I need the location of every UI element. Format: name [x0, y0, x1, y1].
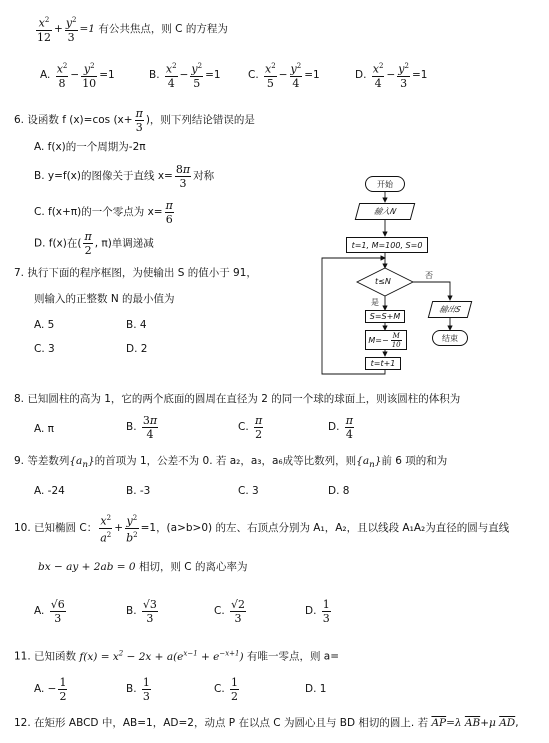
q7-option-a: A. 5	[34, 319, 55, 331]
q7-option-c: C. 3	[34, 343, 55, 355]
fraction: $\frac{y^2}{3}$	[65, 16, 77, 44]
q11-stem: 11. 已知函数 $f(x) = x^2 - 2x + a(e^{x-1} + e^{-x+1})$ 有唯一零点，则 a=	[14, 649, 340, 663]
no-label: 否	[425, 271, 433, 280]
q7-stem-1: 7. 执行下面的程序框图，为使输出 S 的值小于 91，	[14, 267, 257, 279]
q8-option-b: B. $\frac{3\pi}{4}$	[126, 413, 158, 441]
q6-option-d: D. f(x)在( $\frac{\pi}{2}$ , π)单调递减	[34, 230, 154, 257]
condition-label: t≤N	[375, 277, 391, 286]
q12-stem: 12. 在矩形 ABCD 中，AB=1，AD=2，动点 P 在以点 C 为圆心且与 BD 相切的圆上. 若 $\overline{AP}=\lambda$ $\overline{AB}+\mu$ $\overline{AD}$,	[14, 717, 519, 729]
q6-option-c: C. f(x+π)的一个零点为 x= $\frac{\pi}{6}$	[34, 198, 173, 226]
sum-step: S=S+M	[365, 310, 405, 323]
option-a-label: A.	[40, 69, 51, 81]
fraction: $\frac{x^2}{12}$	[37, 16, 51, 44]
q6-option-b: B. y=f(x)的图像关于直线 x= $\frac{8\pi}{3}$ 对称	[34, 162, 215, 190]
q11-option-c: C. $\frac{1}{2}$	[214, 675, 239, 703]
q6-stem: 6. 设函数 f (x)=cos (x+ $\frac{\pi}{3}$ )，则下列结论错误的是	[14, 106, 255, 134]
input-node: 输入N	[355, 203, 416, 220]
yes-label: 是	[371, 298, 379, 307]
q7-option-b: B. 4	[126, 319, 147, 331]
q10-option-c: C. $\frac{√2}{3}$	[214, 597, 246, 625]
program-flowchart	[310, 170, 475, 380]
q5-intro: $\frac{x^2}{12}$ + $\frac{y^2}{3}$ =1 有公共焦点，则 C 的方程为	[37, 16, 228, 44]
m-update-step: M=− $\frac{M}{10}$	[365, 330, 407, 350]
q9-option-b: B. -3	[126, 485, 151, 497]
q5-options: A. $\frac{x^2}{8}$ − $\frac{y^2}{10}$ =1	[40, 62, 115, 90]
q10-option-d: D. $\frac{1}{3}$	[305, 597, 330, 625]
q9-option-d: D. 8	[328, 485, 350, 497]
q7-option-d: D. 2	[126, 343, 148, 355]
q5-intro-text: 有公共焦点，则 C 的方程为	[98, 23, 228, 35]
q5-option-c: C. $\frac{x^2}{5}$ − $\frac{y^2}{4}$ =1	[248, 62, 320, 90]
end-node: 结束	[432, 330, 468, 346]
init-node: t=1, M=100, S=0	[346, 237, 428, 253]
q11-option-b: B. $\frac{1}{3}$	[126, 675, 150, 703]
q5-option-b: B. $\frac{x^2}{4}$ − $\frac{y^2}{5}$ =1	[149, 62, 221, 90]
q9-option-c: C. 3	[238, 485, 259, 497]
q10-stem-2: bx − ay + 2ab = 0 相切，则 C 的离心率为	[38, 561, 248, 573]
q11-option-d: D. 1	[305, 683, 327, 695]
q9-stem: 9. 等差数列$\{a_n\}$的首项为 1，公差不为 0. 若 a₂，a₃，a₆成等比数列，则$\{a_n\}$前 6 项的和为	[14, 455, 448, 471]
q8-option-d: D. $\frac{\pi}{4}$	[328, 413, 353, 441]
q10-option-b: B. $\frac{√3}{3}$	[126, 597, 157, 625]
q7-stem-2: 则输入的正整数 N 的最小值为	[34, 293, 175, 305]
q6-option-a: A. f(x)的一个周期为-2π	[34, 141, 146, 153]
q8-option-c: C. $\frac{\pi}{2}$	[238, 413, 263, 441]
t-increment-step: t=t+1	[365, 357, 401, 370]
q10-option-a: A. $\frac{√6}{3}$	[34, 597, 65, 625]
start-node: 开始	[365, 176, 405, 192]
q8-stem: 8. 已知圆柱的高为 1，它的两个底面的圆周在直径为 2 的同一个球的球面上，则该圆柱的体积为	[14, 393, 461, 405]
q5-option-d: D. $\frac{x^2}{4}$ − $\frac{y^2}{3}$ =1	[355, 62, 428, 90]
q9-option-a: A. -24	[34, 485, 65, 497]
output-node: 输出S	[428, 301, 473, 318]
q11-option-a: A. − $\frac{1}{2}$	[34, 675, 67, 703]
q10-stem: 10. 已知椭圆 C： $\frac{x^2}{a^2}$ + $\frac{y^2}{b^2}$ =1，(a>b>0) 的左、右顶点分别为 A₁，A₂，且以线段 A₁A₂为直径的圆与直线	[14, 514, 510, 545]
q8-option-a: A. π	[34, 423, 54, 435]
